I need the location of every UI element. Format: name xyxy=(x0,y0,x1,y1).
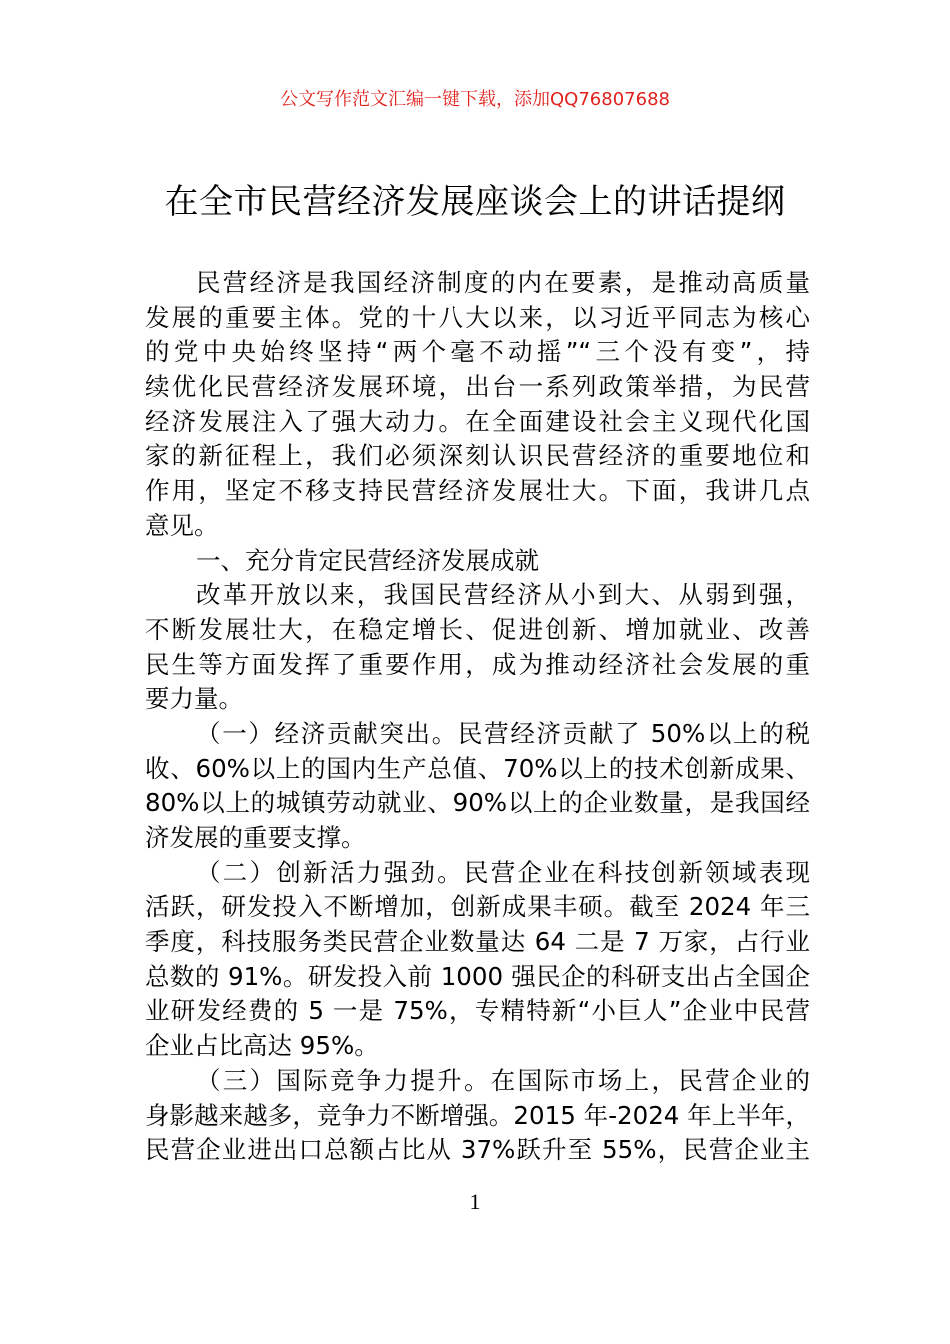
text-line: 身影越来越多，竞争力不断增强。2015 年-2024 年上半年， xyxy=(145,1100,810,1130)
text-line: 80%以上的城镇劳动就业、90%以上的企业数量，是我国经 xyxy=(145,788,810,818)
paragraph xyxy=(145,1064,810,1168)
text-line: 不断发展壮大，在稳定增长、促进创新、增加就业、改善 xyxy=(145,614,810,644)
text-line: 续优化民营经济发展环境，出台一系列政策举措，为民营 xyxy=(145,372,810,402)
text-line: 的党中央始终坚持“两个毫不动摇”“三个没有变”，持 xyxy=(145,337,810,367)
text-line: 民生等方面发挥了重要作用，成为推动经济社会发展的重 xyxy=(145,649,810,679)
text-line: 家的新征程上，我们必须深刻认识民营经济的重要地位和 xyxy=(145,441,810,471)
text-line: （一）经济贡献突出。民营经济贡献了 50%以上的税 xyxy=(196,718,810,748)
text-line: 作用，坚定不移支持民营经济发展壮大。下面，我讲几点 xyxy=(145,476,810,506)
text-line: 济发展的重要支撑。 xyxy=(145,823,366,852)
text-line: 要力量。 xyxy=(145,684,243,714)
text-line: 经济发展注入了强大动力。在全面建设社会主义现代化国 xyxy=(145,406,810,436)
text-line: 活跃，研发投入不断增加，创新成果丰硕。截至 2024 年三 xyxy=(145,892,810,922)
text-line: 季度，科技服务类民营企业数量达 64 二是 7 万家，占行业 xyxy=(145,927,810,957)
document-body xyxy=(145,266,810,1168)
text-line: 民营经济是我国经济制度的内在要素，是推动高质量 xyxy=(196,268,810,297)
text-line: 发展的重要主体。党的十八大以来，以习近平同志为核心 xyxy=(145,302,810,332)
paragraph xyxy=(145,266,810,544)
document-title: 在全市民营经济发展座谈会上的讲话提纲 xyxy=(164,182,786,222)
text-line: 改革开放以来，我国民营经济从小到大、从弱到强， xyxy=(196,580,810,610)
text-line: （二）创新活力强劲。民营企业在科技创新领域表现 xyxy=(196,857,810,887)
text-line: 民营企业进出口总额占比从 37%跃升至 55%，民营企业主 xyxy=(145,1135,810,1165)
page-number: 1 xyxy=(469,1189,481,1214)
paragraph xyxy=(145,856,810,1064)
text-line: 收、60%以上的国内生产总值、70%以上的技术创新成果、 xyxy=(145,753,810,783)
promo-header: 公文写作范文汇编一键下载，添加QQ76807688 xyxy=(280,89,670,110)
paragraph xyxy=(145,544,810,579)
paragraph xyxy=(145,717,810,856)
text-line: （三）国际竞争力提升。在国际市场上，民营企业的 xyxy=(196,1065,810,1095)
text-line: 企业占比高达 95%。 xyxy=(145,1031,379,1061)
text-line: 一、充分肯定民营经济发展成就 xyxy=(196,545,539,575)
text-line: 意见。 xyxy=(145,510,219,540)
text-line: 业研发经费的 5 一是 75%，专精特新“小巨人”企业中民营 xyxy=(145,996,810,1026)
paragraph xyxy=(145,578,810,717)
text-line: 总数的 91%。研发投入前 1000 强民企的科研支出占全国企 xyxy=(145,961,810,991)
